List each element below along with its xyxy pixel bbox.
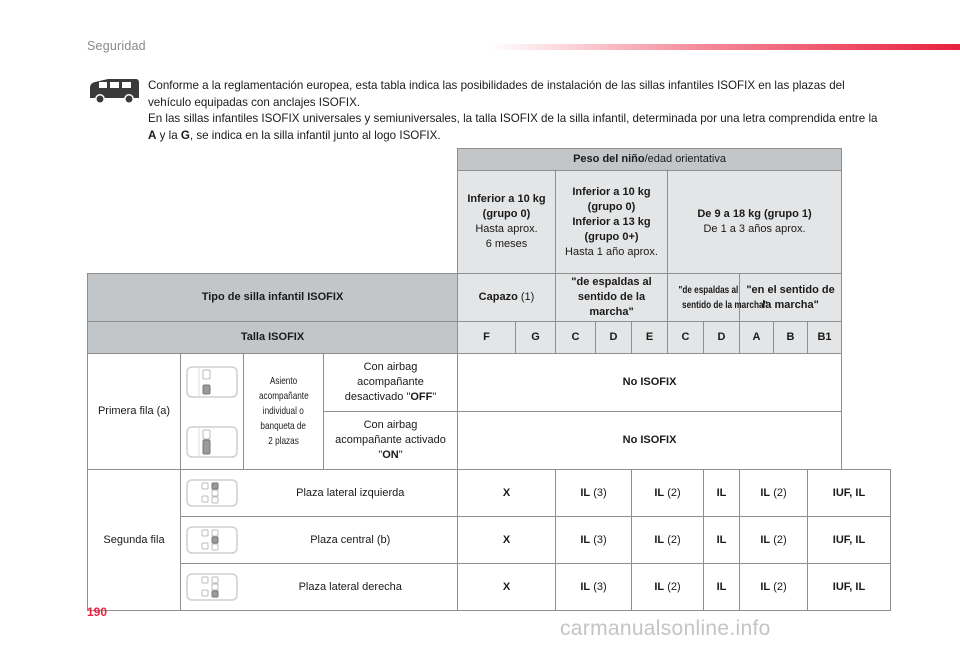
group-1-header: De 9 a 18 kg (grupo 1) De 1 a 3 años aprox. <box>668 171 842 274</box>
van-icon <box>86 76 142 106</box>
size-cell: A <box>740 322 774 354</box>
car-top-view-icon <box>185 572 239 602</box>
size-cell: G <box>516 322 556 354</box>
weight-header: Peso del niño/edad orientativa <box>458 149 842 171</box>
value-cell: IL (2) <box>632 564 704 611</box>
car-top-view-icon <box>185 478 239 508</box>
value-cell: IL (3) <box>556 470 632 517</box>
place-name: Plaza central (b) <box>244 517 458 564</box>
value-cell: IL (2) <box>632 517 704 564</box>
intro-paragraph-1: Conforme a la reglamentación europea, esta tabla indica las posibilidades de instalación de las sillas infantiles ISOFIX en las plazas del vehículo equipadas con anclajes ISOFIX. <box>148 79 845 109</box>
place-name: Plaza lateral izquierda <box>244 470 458 517</box>
place-name: Plaza lateral derecha <box>244 564 458 611</box>
seat-icon-cell <box>181 517 244 564</box>
value-cell: X <box>458 564 556 611</box>
car-top-view-icon <box>185 365 239 399</box>
value-cell: IL (3) <box>556 564 632 611</box>
section-title: Seguridad <box>87 39 146 53</box>
value-cell: IL (2) <box>740 470 808 517</box>
first-row-seat-label: Asiento acompañante individual o banqueta de 2 plazas <box>244 354 324 470</box>
airbag-on-cell: Con airbag acompañante activado "ON" <box>324 412 458 470</box>
value-cell: IL (2) <box>632 470 704 517</box>
size-cell: B <box>774 322 808 354</box>
value-cell: IUF, IL <box>808 470 891 517</box>
size-cell: C <box>668 322 704 354</box>
type-label: Tipo de silla infantil ISOFIX <box>88 274 458 322</box>
page-number: 190 <box>87 605 108 619</box>
row-label-second: Segunda fila <box>88 470 181 611</box>
value-cell: IUF, IL <box>808 517 891 564</box>
size-cell: D <box>704 322 740 354</box>
type-forward-facing: "en el sentido de la marcha" <box>740 274 842 322</box>
header-accent-line <box>490 44 960 50</box>
first-row-off-value: No ISOFIX <box>458 354 842 412</box>
size-cell: C <box>556 322 596 354</box>
intro-text <box>148 78 888 144</box>
value-cell: IUF, IL <box>808 564 891 611</box>
value-cell: IL <box>704 564 740 611</box>
value-cell: IL <box>704 517 740 564</box>
watermark: carmanualsonline.info <box>560 617 771 640</box>
type-rear-facing: "de espaldas al sentido de la marcha" <box>556 274 668 322</box>
airbag-off-cell: Con airbag acompañante desactivado "OFF" <box>324 354 458 412</box>
value-cell: X <box>458 517 556 564</box>
size-cell: E <box>632 322 668 354</box>
value-cell: IL <box>704 470 740 517</box>
isofix-table <box>87 148 891 611</box>
seat-icon-cell <box>181 470 244 517</box>
value-cell: IL (2) <box>740 564 808 611</box>
value-cell: IL (2) <box>740 517 808 564</box>
type-rear-facing-group1: "de espaldas al sentido de la marcha" <box>668 274 740 322</box>
size-cell: B1 <box>808 322 842 354</box>
first-row-on-value: No ISOFIX <box>458 412 842 470</box>
size-label: Talla ISOFIX <box>88 322 458 354</box>
row-label-first: Primera fila (a) <box>88 354 181 470</box>
seat-icon-cell <box>181 564 244 611</box>
group-0-header: Inferior a 10 kg (grupo 0) Hasta aprox. 6 meses <box>458 171 556 274</box>
group-0plus-header: Inferior a 10 kg (grupo 0) Inferior a 13 kg (grupo 0+) Hasta 1 año aprox. <box>556 171 668 274</box>
size-cell: F <box>458 322 516 354</box>
value-cell: X <box>458 470 556 517</box>
car-top-view-icon <box>185 425 239 459</box>
size-cell: D <box>596 322 632 354</box>
intro-paragraph-2: En las sillas infantiles ISOFIX universales y semiuniversales, la talla ISOFIX de la silla infantil, determinada por una letra comprendida entre la A y la G, se indica en la silla infantil junto al logo ISOFIX. <box>148 112 878 142</box>
value-cell: IL (3) <box>556 517 632 564</box>
car-top-view-icon <box>185 525 239 555</box>
first-row-seat-icons <box>181 354 244 470</box>
type-capazo: Capazo (1) <box>458 274 556 322</box>
